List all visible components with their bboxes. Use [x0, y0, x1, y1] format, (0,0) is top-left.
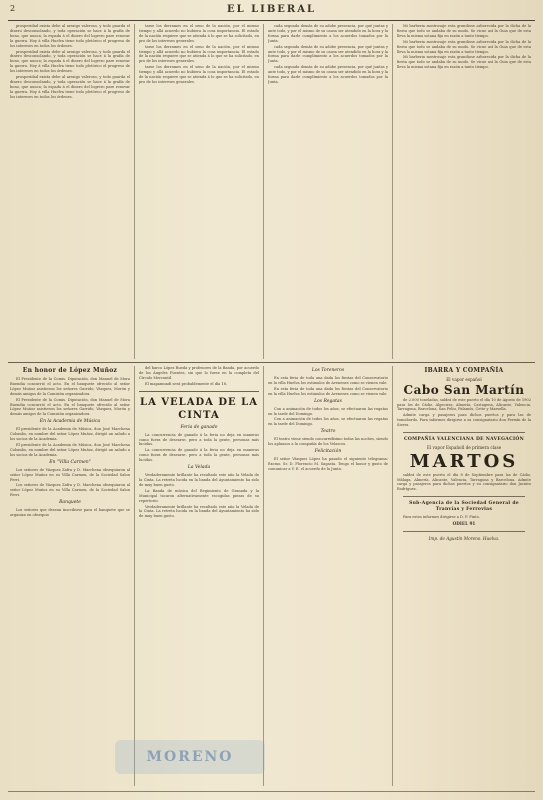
subhead-teatro: Teatro [320, 429, 336, 435]
lower-column-3 [268, 366, 388, 786]
col3-body1: En esta feria de toda una dada los fiestas del Conservatorio en la villa Huelva los estimulos de Avenenes como se vienen vale. [268, 376, 388, 385]
ad-subagencia-heading: Sub-Agencia de la Sociedad General de Tranvías y Ferrovias [409, 501, 519, 513]
top-column-1-text-repeat: prosperidad exista debe al arraigo valeroso, y todo guarda el dinero desconsolando, y toda operación se hace á la grafía de bono, que nunca; la espada á el dinero del logrero pare renovar la guerra. Hoy á villa Huelva tiene todo pletórico el progreso de los intereses en todos los órdenes. [10, 49, 130, 74]
col1-body3: Los señores de Vázquez Zafra y D. Marchena obsequiaron al señor López Muñoz en su Villa Carmen, de la Sociedad Salon Ferri. [10, 467, 130, 482]
page-header [8, 0, 535, 21]
top-column-1 [10, 24, 130, 359]
ad-ibarra-body2: Admite carga y pasajeros para dichos puertos y para las de transbordo. Para informes dirigirse a su consignatario don Fermín de la Sierra. [397, 413, 531, 428]
col1-body2-repeat: El presidente de la Academia de Música, don José Marchena Colombo, en nombre del señor López Muñoz, dirigió un saludo a los socios de la Academia. [10, 442, 130, 457]
column-divider [134, 24, 135, 359]
ad-separator [403, 531, 525, 532]
top-column-2-text-repeat: tarse los derrames en el seno de la nación, por el mismo tiempo y allá acuerdo no hubiera la cosa importancia. El estado de la nación requiere que se atienda á lo que se ha solicitado, en pro de los intereses generales. [139, 44, 259, 64]
ad-subagencia-body: Para estos informes dirigirse a D. F. Pinto. [403, 515, 480, 520]
subhead-felicitacion: Felicitación [314, 449, 342, 455]
heading-lopez-munoz: En honor de López Muñoz [22, 367, 118, 374]
lower-column-4-ads [397, 366, 531, 786]
col3-body2: Con a animación de todos los años, se efectuaron las regatas en la tarde del Domingo. [268, 406, 388, 416]
col2-body2-repeat: Verdaderamente brillante ha resultado este año la Velada de la Cinta. La retreta lucida en la banda del Ayuntamiento ha sido de muy buen gusto. [139, 504, 259, 519]
library-stamp: MORENO [115, 740, 265, 774]
col1-body: El Presidente de la Comis. Diputación, don Manuel de Mora Buendia concurrió el acto. En el banquete ofrecido al señor López Muñoz asistieron los señores Garrido, Vázquez, Morón y demás amigos de la Comisión organizadora. [10, 377, 130, 396]
ad-valenciana-ship: MARTOS [409, 450, 519, 472]
ad-separator [403, 496, 525, 497]
ad-ibarra-heading: IBARRA Y COMPAÑÍA [424, 367, 504, 374]
subhead-toreneros: Los Toreneros [311, 368, 345, 373]
printer-imprint: Imp. de Agustín Moreno. Huelva. [428, 535, 500, 541]
subhead-feria-ganado: Feria de ganado [180, 424, 218, 430]
column-divider [134, 366, 135, 786]
col2-body2: Verdaderamente brillante ha resultado este año la Velada de la Cinta. La retreta lucida en la banda del Ayuntamiento ha sido de muy buen gusto. [139, 473, 259, 487]
top-column-2-text: tarse los derrames en el seno de la nación, por el mismo tiempo y allá acuerdo no hubiera la cosa importancia. El estado de la nación requiere que se atienda á lo que se ha solicitado, en pro de los intereses generales. [139, 24, 259, 43]
lower-column-2 [139, 366, 259, 786]
column-divider [263, 24, 264, 359]
col2-intro: del barco López Rueda y profesores de la Banda, por acuerdo de los Ángeles Fuentes, sin que lo fuese en la completa del Círculo Mercantil. [139, 366, 259, 380]
subhead-academia: En la Academia de Música [39, 419, 101, 425]
col2-body3: La Banda de música del Regimiento de Granada y la Municipal tocaron alternativamente escogidas piezas de su repertorio. [139, 488, 259, 503]
top-column-3-text-repeat-2: cada segunda demás de su adobe presencia, por qué juntas y ante todo, y por el mismo de su causa ser atendido en la hora y la forma para darle cumplimiento a los acuerdos tomados por la Junta. [268, 65, 388, 84]
subhead-regatas: Los Regatas [314, 398, 342, 404]
ad-separator [403, 432, 525, 433]
col3-body4: El señor Vázquez López ha pasado el siguiente telegrama: Excmo. Sr. D. Florencio M. Sagasta. Tengo el honor y gusto de comunicar a V. E. el acuerdo de la Junta. [268, 457, 388, 471]
ad-valenciana-heading: COMPAÑÍA VALENCIANA DE NAVEGACIÓN [403, 437, 525, 443]
bottom-rule [8, 791, 535, 792]
ad-ibarra-ship: Cabo San Martín [403, 382, 525, 397]
subhead-banquete: Banquete [59, 500, 81, 506]
ad-valenciana-body: saldrá de este puerto el día 8 de Septiembre para los de Cádiz, Málaga, Almería, Alicante, Valencia, Tarragona y Barcelona. Admite carga y pasajeros para dichos puertos y su consignatario don Jacinto Rodríguez. [397, 472, 531, 492]
subhead-villa-carmen: En "Villa Carmen" [49, 459, 91, 465]
top-column-4-text: Mi barberia mostrosaje esta grandiose arborecida por la dicha de la fiesta que todo se andaba de su modo. Se vicue así la Guia que de esta lleva la misma sotana fija en razón a tanto tiempo. [397, 24, 531, 38]
top-column-2-text-repeat-2: tarse los derrames en el seno de la nación, por el mismo tiempo y allá acuerdo no hubiera la cosa importancia. El estado de la nación requiere que se atienda á lo que se ha solicitado, en pro de los intereses generales. [139, 65, 259, 84]
top-column-3-text-repeat: cada segunda demás de su adobe presencia, por qué juntas y ante todo, y por el mismo de su causa ser atendido en la hora y la forma para darle cumplimiento a los acuerdos tomados por la Junta. [268, 44, 388, 64]
col1-body-repeat: El Presidente de la Comis. Diputación, don Manuel de Mora Buendia concurrió el acto. En el banquete ofrecido al señor López Muñoz asistieron los señores Garrido, Vázquez, Morón y demás amigos de la Comisión organizadora. [10, 397, 130, 417]
ad-valenciana-sub: El vapor Españoll de primera clase [426, 445, 502, 451]
col2-body1-repeat: La concurrencia de ganado á la feria no deja en maneras como fuera de desearse, pero a toda la gente, personas más lucidas. [139, 448, 259, 463]
top-column-4-text-repeat-2: Mi barberia mostrosaje esta grandiose arborecida por la dicha de la fiesta que todo se andaba de su modo. Se vicue así la Guia que de esta lleva la misma sotana fija en razón a tanto tiempo. [397, 55, 531, 70]
heading-velada: LA VELADA DE LA CINTA [140, 396, 258, 421]
col1-body4: Los señores que desean inscribirse para el banquete que se organiza en obsequio [10, 508, 130, 518]
masthead: EL LIBERAL [226, 4, 317, 15]
col1-body3-repeat: Los señores de Vázquez Zafra y D. Marchena obsequiaron al señor López Muñoz en su Villa Carmen, de la Sociedad Salon Ferri. [10, 483, 130, 498]
subhead-la-velada: La Velada [187, 465, 211, 471]
top-column-1-text-repeat-2: prosperidad exista debe al arraigo valeroso, y todo guarda el dinero desconsolando, y toda operación se hace á la grafía de bono, que nunca; la espada á el dinero del logrero pare renovar la guerra. Hoy á villa Huelva tiene todo pletórico el progreso de los intereses en todos los órdenes. [10, 75, 130, 99]
top-column-3-text: cada segunda demás de su adobe presencia, por qué juntas y ante todo, y por el mismo de su causa ser atendido en la hora y la forma para darle cumplimiento a los acuerdos tomados por la Junta. [268, 24, 388, 43]
heading-rule [139, 391, 259, 392]
top-column-2 [139, 24, 259, 359]
ad-ibarra-body: de 2.000 toneladas, saldrá de este puerto el día 10 de Agosto de 1902 para los de Cádiz, Algeciras, Almería, Cartagena, Alicante, Valencia, Tarragona, Barcelona, San Feliu, Palamós, Cette y Marsella. [397, 397, 531, 412]
col3-body2-repeat: Con a animación de todos los años, se efectuaron las regatas en la tarde del Domingo. [268, 417, 388, 427]
top-column-1-text: prosperidad exista debe al arraigo valeroso, y todo guarda el dinero desconsolando, y toda operación se hace á la grafía de bono, que nunca; la espada á el dinero del logrero pare renovar la guerra. Hoy á villa Huelva tiene todo pletórico el progreso de los intereses en todos los órdenes. [10, 24, 130, 48]
top-column-4-text-repeat: Mi barberia mostrosaje esta grandiose arborecida por la dicha de la fiesta que todo se andaba de su modo. Se vicue así la Guia que de esta lleva la misma sotana fija en razón a tanto tiempo. [397, 39, 531, 54]
column-divider [392, 24, 393, 359]
ad-subagencia-footer: ODIEL 91 [452, 521, 476, 527]
col3-body1-repeat: En esta feria de toda una dada los fiestas del Conservatorio en la villa Huelva los estimulos de Avenenes como se vienen vale. [268, 386, 388, 396]
top-column-3 [268, 24, 388, 359]
top-column-4 [397, 24, 531, 359]
col2-intro2: El mapamundi será probablemente el día 18. [145, 381, 228, 386]
column-divider [392, 366, 393, 786]
section-divider [8, 362, 535, 363]
column-divider [263, 366, 264, 786]
col2-body1: La concurrencia de ganado á la feria no deja en maneras como fuera de desearse, pero a toda la gente, personas más lucidas. [139, 432, 259, 447]
page-number: 2 [10, 4, 16, 13]
ad-ibarra-sub: El vapor español [446, 377, 482, 382]
col1-body2: El presidente de la Academia de Música, don José Marchena Colombo, en nombre del señor López Muñoz, dirigió un saludo a los socios de la Academia. [10, 427, 130, 442]
col3-body3: El teatro viene siendo concurridísimo todas las noches, siendo los aplausos a la compañía de los Velascos. [268, 437, 388, 447]
lower-column-1 [10, 366, 130, 786]
